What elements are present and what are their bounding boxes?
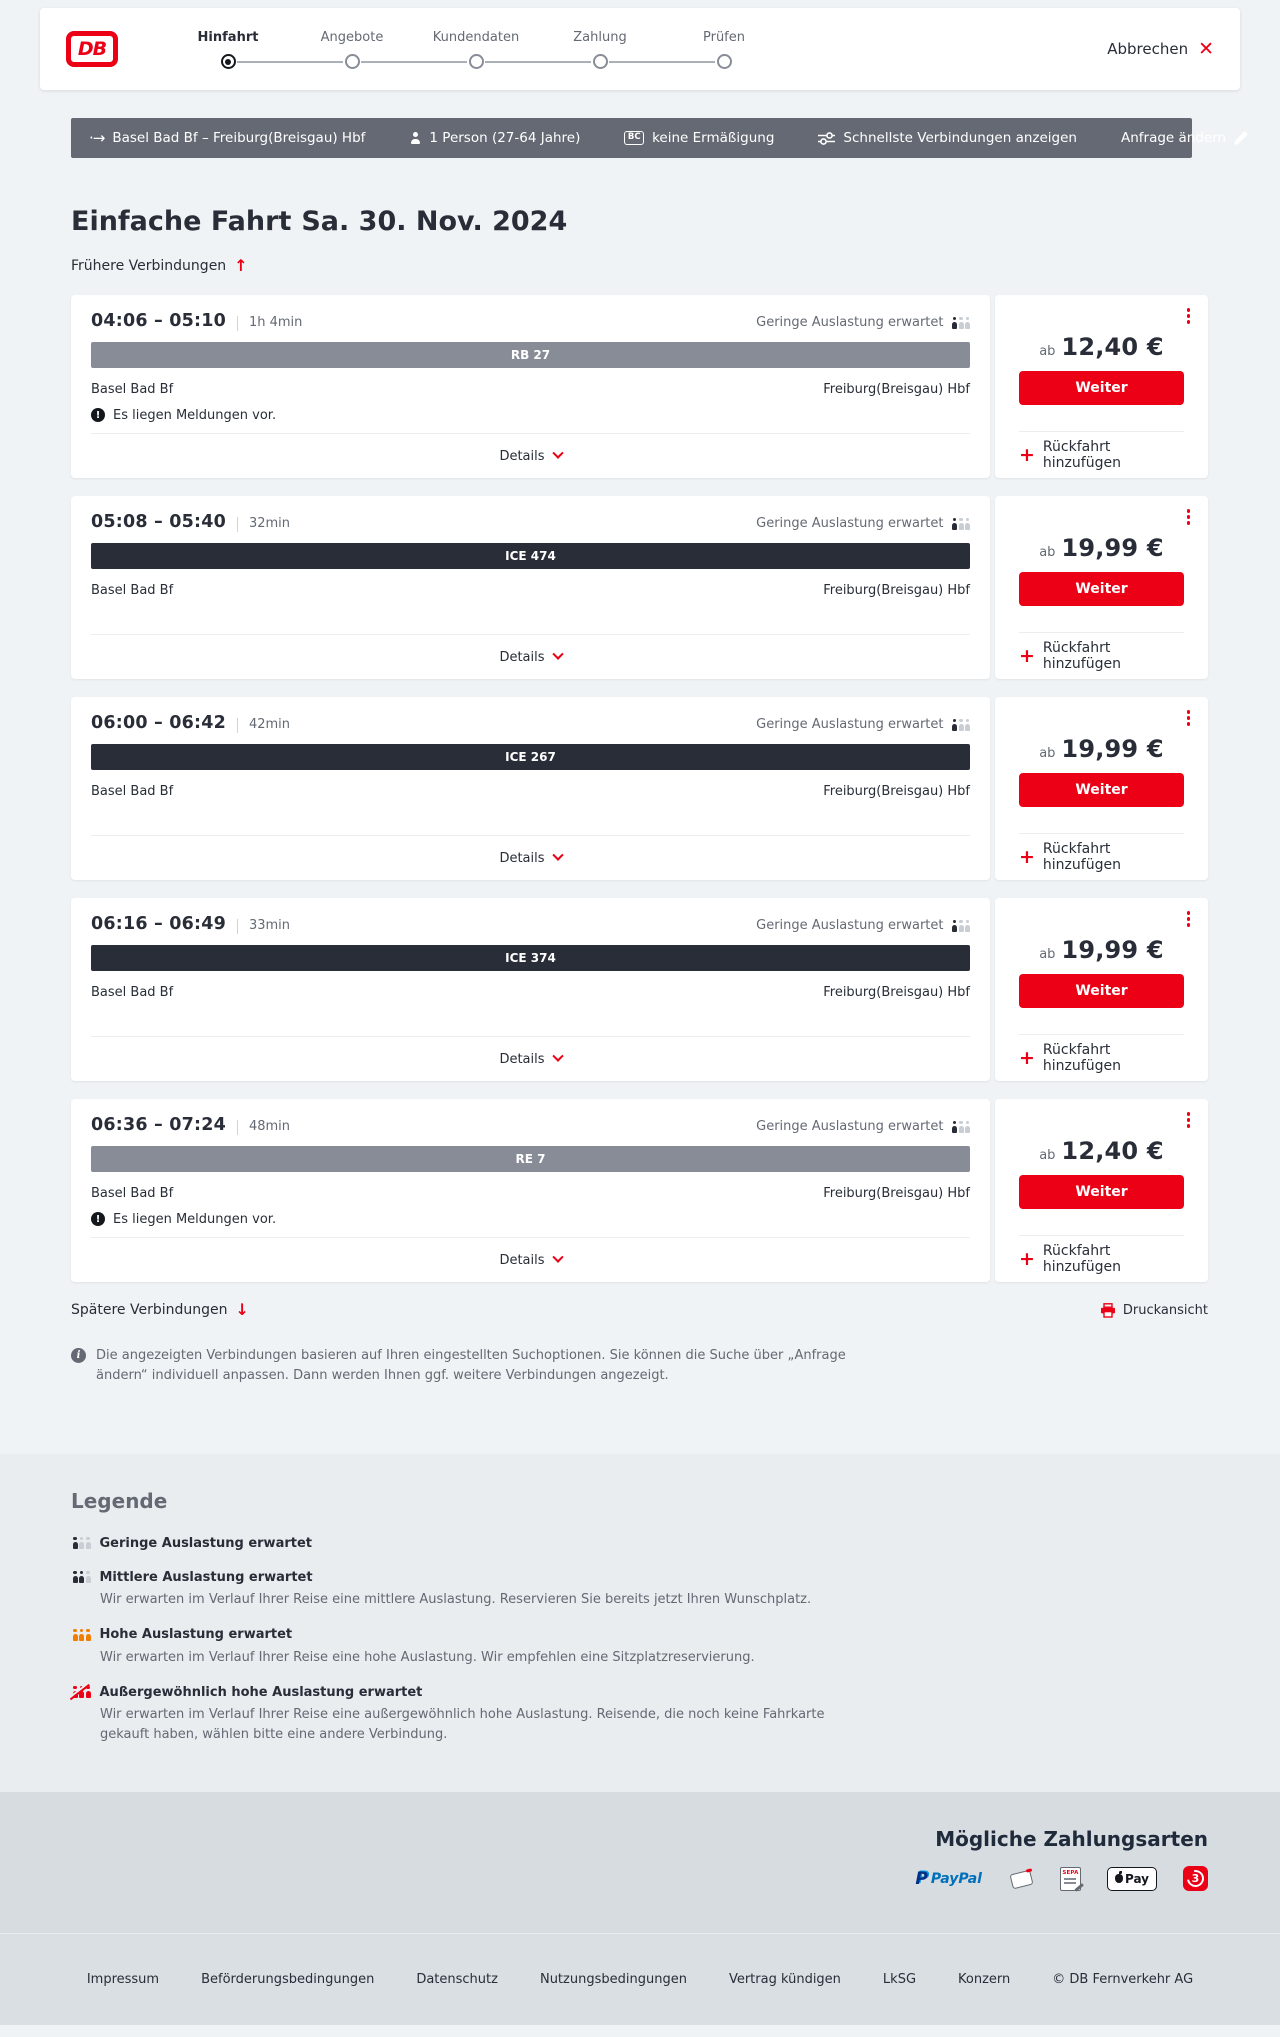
legend-label: Geringe Auslastung erwartet: [99, 1535, 313, 1551]
cancel-label: Abbrechen: [1107, 40, 1189, 58]
connection-duration: 1h 4min: [248, 315, 303, 330]
plus-icon: +: [1019, 845, 1035, 868]
chevron-down-icon: [552, 448, 563, 459]
legend-label: Mittlere Auslastung erwartet: [99, 1569, 313, 1585]
continue-button[interactable]: Weiter: [1019, 572, 1184, 606]
legend-item: [71, 1568, 1208, 1610]
sepa-direct-debit-icon: [1060, 1867, 1081, 1891]
details-label: Details: [499, 1252, 545, 1268]
station-row: [91, 583, 970, 601]
connection-duration: 48min: [248, 1119, 291, 1134]
connection-times: 06:36 – 07:24: [91, 1115, 226, 1135]
price-value: 12,40 €: [1061, 333, 1164, 361]
alert-icon: [91, 408, 105, 422]
connection-duration: 32min: [248, 516, 291, 531]
price-row: [1019, 1137, 1184, 1167]
checkout-step: [166, 29, 290, 69]
footer-link[interactable]: LkSG: [882, 1972, 917, 1987]
copyright-text: © DB Fernverkehr AG: [1052, 1972, 1194, 1987]
details-toggle[interactable]: [91, 1036, 970, 1081]
add-return-label: Rückfahrt hinzufügen: [1042, 1042, 1121, 1074]
occupancy-indicator: [756, 516, 970, 531]
continue-button[interactable]: Weiter: [1019, 1175, 1184, 1209]
price-value: 12,40 €: [1061, 1137, 1164, 1165]
later-connections-label: Spätere Verbindungen: [71, 1302, 228, 1318]
connection-times: 05:08 – 05:40: [91, 512, 226, 532]
bahncard-icon: BC: [624, 131, 644, 144]
details-label: Details: [499, 850, 545, 866]
checkout-step: [414, 29, 538, 69]
continue-button[interactable]: Weiter: [1019, 773, 1184, 807]
plus-icon: +: [1019, 1046, 1035, 1069]
departure-station: Basel Bad Bf: [91, 382, 174, 397]
legend-item: [71, 1534, 1208, 1552]
trip-type: Einfache Fahrt: [71, 206, 292, 237]
connection-details-panel: [71, 1099, 990, 1282]
details-label: Details: [499, 649, 545, 665]
occupancy-label: Geringe Auslastung erwartet: [756, 918, 944, 933]
occupancy-indicator: [756, 918, 970, 933]
add-return-button[interactable]: [1019, 632, 1184, 679]
departure-station: Basel Bad Bf: [91, 583, 174, 598]
occupancy-indicator: [756, 315, 970, 330]
connection-time-row: [91, 311, 970, 335]
checkout-stepper: [166, 29, 786, 69]
add-return-button[interactable]: [1019, 1235, 1184, 1282]
connection-details-panel: [71, 496, 990, 679]
step-label: Hinfahrt: [197, 30, 259, 45]
occupancy-indicator: [756, 717, 970, 732]
price-prefix: ab: [1039, 947, 1056, 962]
legend-item: [71, 1683, 1208, 1744]
printer-icon: [1100, 1303, 1116, 1318]
legend-description: Wir erwarten im Verlauf Ihrer Reise eine hohe Auslastung. Wir empfehlen eine Sitzplatzreservierung.: [100, 1649, 755, 1665]
pencil-icon: [1234, 131, 1248, 145]
results-main: [0, 204, 1280, 1386]
occupancy-icon: [951, 518, 971, 530]
notice-row: [91, 406, 970, 424]
page-footer: [0, 1933, 1280, 2025]
station-row: [91, 784, 970, 802]
train-label: ICE 267: [505, 750, 556, 764]
price-panel: [995, 295, 1208, 478]
checkout-header: [40, 8, 1240, 90]
step-dot-icon: [593, 54, 608, 69]
divider: [237, 1120, 238, 1135]
occupancy-icon: [951, 920, 971, 932]
price-prefix: ab: [1039, 746, 1056, 761]
connection-card: [71, 1099, 1208, 1282]
add-return-button[interactable]: [1019, 833, 1184, 880]
notice-row: [91, 1210, 970, 1228]
station-row: [91, 382, 970, 400]
price-row: [1019, 333, 1184, 363]
step-label: Kundendaten: [432, 30, 520, 45]
connection-time-row: [91, 914, 970, 938]
checkout-step: [662, 29, 786, 69]
step-label: Zahlung: [573, 30, 627, 45]
continue-button[interactable]: Weiter: [1019, 371, 1184, 405]
close-icon: ✕: [1198, 37, 1214, 60]
price-value: 19,99 €: [1061, 534, 1164, 562]
train-label: ICE 474: [505, 549, 556, 563]
info-icon: [71, 1348, 86, 1363]
details-label: Details: [499, 1051, 545, 1067]
details-toggle[interactable]: [91, 433, 970, 478]
more-options-button[interactable]: [1184, 707, 1194, 729]
apple-logo-icon: [1115, 1874, 1123, 1883]
passenger-text: 1 Person (27-64 Jahre): [429, 130, 581, 146]
train-segment-bar[interactable]: [91, 744, 970, 770]
route-text: Basel Bad Bf – Freiburg(Breisgau) Hbf: [112, 130, 366, 146]
occupancy-level-icon: [71, 1571, 91, 1583]
db-logo[interactable]: DB: [66, 31, 118, 67]
price-panel: [995, 898, 1208, 1081]
more-options-button[interactable]: [1184, 1109, 1194, 1131]
connection-details-panel: [71, 697, 990, 880]
route-arrow-icon: ·→: [89, 129, 105, 147]
add-return-label: Rückfahrt hinzufügen: [1042, 1243, 1121, 1275]
price-prefix: ab: [1039, 344, 1056, 359]
train-segment-bar[interactable]: [91, 945, 970, 971]
footer-link[interactable]: Vertrag kündigen: [728, 1972, 841, 1987]
price-value: 19,99 €: [1061, 735, 1164, 763]
alert-icon: [91, 1212, 105, 1226]
departure-station: Basel Bad Bf: [91, 985, 174, 1000]
plus-icon: +: [1019, 644, 1035, 667]
step-label: Angebote: [320, 30, 384, 45]
connection-duration: 42min: [248, 717, 291, 732]
connection-duration: 33min: [248, 918, 291, 933]
legend-label-row: [71, 1568, 1208, 1586]
sepa-wordmark: SEPA: [1062, 1869, 1079, 1876]
price-panel: [995, 1099, 1208, 1282]
search-info-note: [71, 1346, 1208, 1386]
occupancy-level-icon: [71, 1537, 91, 1549]
fastest-connections-label: Schnellste Verbindungen anzeigen: [843, 130, 1077, 146]
footer-link[interactable]: Impressum: [86, 1972, 160, 1987]
change-request-button[interactable]: [1121, 130, 1248, 146]
train-label: ICE 374: [505, 951, 556, 965]
step-dot-icon: [345, 54, 360, 69]
occupancy-level-icon: [71, 1686, 91, 1698]
occupancy-indicator: [756, 1119, 970, 1134]
add-return-label: Rückfahrt hinzufügen: [1042, 640, 1121, 672]
connection-time-row: [91, 512, 970, 536]
paypal-icon: [915, 1869, 982, 1889]
legend-items: [71, 1534, 1208, 1744]
connection-details-panel: [71, 295, 990, 478]
cancel-button[interactable]: [1107, 37, 1214, 60]
divider: [237, 517, 238, 532]
occupancy-icon: [951, 317, 971, 329]
price-panel: [995, 496, 1208, 679]
train-segment-bar[interactable]: [91, 342, 970, 368]
payment-methods-section: [0, 1792, 1280, 1933]
legend-label-row: [71, 1683, 1208, 1701]
details-toggle[interactable]: [91, 1237, 970, 1282]
step-label: Prüfen: [702, 30, 745, 45]
legend-description: Wir erwarten im Verlauf Ihrer Reise eine mittlere Auslastung. Reservieren Sie bereits jetzt Ihren Wunschplatz.: [100, 1592, 812, 1607]
page-title: [71, 204, 1208, 240]
route-summary: [89, 129, 365, 147]
arrival-station: Freiburg(Breisgau) Hbf: [823, 583, 970, 598]
connection-times: 04:06 – 05:10: [91, 311, 226, 331]
connection-card: [71, 697, 1208, 880]
legend-label: Außergewöhnlich hohe Auslastung erwartet: [99, 1684, 423, 1700]
arrival-station: Freiburg(Breisgau) Hbf: [823, 382, 970, 397]
footer-link[interactable]: Nutzungsbedingungen: [539, 1972, 687, 1987]
connection-details-panel: [71, 898, 990, 1081]
price-prefix: ab: [1039, 1148, 1056, 1163]
legend-label-row: [71, 1534, 1208, 1552]
connection-card: [71, 295, 1208, 478]
checkout-step: [538, 29, 662, 69]
later-connections-button[interactable]: [71, 1302, 249, 1318]
notice-text: Es liegen Meldungen vor.: [113, 1211, 277, 1227]
discount-summary: [624, 130, 774, 146]
legend-label-row: [71, 1626, 1208, 1644]
paypal-mark-icon: P: [915, 1868, 928, 1889]
arrow-up-icon: ↑: [234, 256, 248, 275]
later-row: [71, 1300, 1208, 1320]
info-text: Die angezeigten Verbindungen basieren auf Ihren eingestellten Suchoptionen. Sie können die Suche über „Anfrage ändern“ individuell anpassen. Dann werden Ihnen ggf. weitere Verbindungen angezeigt.: [96, 1348, 846, 1383]
change-request-label: Anfrage ändern: [1120, 130, 1227, 146]
details-toggle[interactable]: [91, 835, 970, 880]
chevron-down-icon: [552, 850, 563, 861]
person-icon: [409, 132, 421, 144]
credit-card-icon: [1008, 1869, 1034, 1889]
chevron-down-icon: [552, 649, 563, 660]
legend-description: Wir erwarten im Verlauf Ihrer Reise eine außergewöhnlich hohe Auslastung. Reisende, die noch keine Fahrkarte gekauft haben, wählen bitte eine andere Verbindung.: [100, 1707, 825, 1742]
print-view-label: Druckansicht: [1122, 1302, 1208, 1318]
add-return-label: Rückfahrt hinzufügen: [1042, 439, 1121, 471]
footer-link[interactable]: Datenschutz: [416, 1972, 498, 1987]
arrow-down-icon: ↓: [235, 1300, 249, 1319]
add-return-label: Rückfahrt hinzufügen: [1042, 841, 1121, 873]
legend-item: [71, 1626, 1208, 1668]
legend-section: [0, 1454, 1280, 1792]
price-value: 19,99 €: [1061, 936, 1164, 964]
occupancy-label: Geringe Auslastung erwartet: [756, 315, 944, 330]
price-prefix: ab: [1039, 545, 1056, 560]
details-label: Details: [499, 448, 545, 464]
discount-text: keine Ermäßigung: [652, 130, 775, 146]
connection-time-row: [91, 713, 970, 737]
connection-card: [71, 898, 1208, 1081]
plus-icon: +: [1019, 1247, 1035, 1270]
fastest-connections-toggle[interactable]: [818, 130, 1077, 146]
details-toggle[interactable]: [91, 634, 970, 679]
trip-date: Sa. 30. Nov. 2024: [301, 206, 568, 237]
occupancy-icon: [951, 1121, 971, 1133]
price-row: [1019, 534, 1184, 564]
apple-pay-icon: [1107, 1867, 1157, 1891]
occupancy-level-icon: [71, 1629, 91, 1641]
passenger-summary: [409, 130, 580, 146]
continue-button[interactable]: Weiter: [1019, 974, 1184, 1008]
station-row: [91, 985, 970, 1003]
step-dot-icon: [469, 54, 484, 69]
footer-link[interactable]: Konzern: [958, 1972, 1011, 1987]
paypal-wordmark: PayPal: [930, 1870, 982, 1887]
connection-times: 06:00 – 06:42: [91, 713, 226, 733]
apple-pay-wordmark: Pay: [1124, 1871, 1149, 1886]
plus-icon: +: [1019, 443, 1035, 466]
connection-list: [71, 295, 1208, 1282]
payment-methods-title: Mögliche Zahlungsarten: [935, 1827, 1208, 1851]
departure-station: Basel Bad Bf: [91, 1186, 174, 1201]
installment-number: 3: [1191, 1872, 1200, 1885]
price-row: [1019, 735, 1184, 765]
arrival-station: Freiburg(Breisgau) Hbf: [823, 784, 970, 799]
price-row: [1019, 936, 1184, 966]
occupancy-label: Geringe Auslastung erwartet: [756, 516, 944, 531]
checkout-step: [290, 29, 414, 69]
connection-card: [71, 496, 1208, 679]
arrival-station: Freiburg(Breisgau) Hbf: [823, 985, 970, 1000]
more-options-button[interactable]: [1184, 305, 1194, 327]
sliders-icon: [818, 132, 835, 145]
station-row: [91, 1186, 970, 1204]
train-label: RB 27: [510, 348, 551, 362]
chevron-down-icon: [552, 1252, 563, 1263]
print-view-button[interactable]: [1100, 1303, 1208, 1318]
notice-text: Es liegen Meldungen vor.: [113, 407, 277, 423]
add-return-button[interactable]: [1019, 1034, 1184, 1081]
connection-times: 06:16 – 06:49: [91, 914, 226, 934]
divider: [237, 316, 238, 331]
occupancy-label: Geringe Auslastung erwartet: [756, 717, 944, 732]
legend-title: Legende: [71, 1489, 168, 1513]
divider: [237, 919, 238, 934]
divider: [237, 718, 238, 733]
more-options-button[interactable]: [1184, 908, 1194, 930]
chevron-down-icon: [552, 1051, 563, 1062]
add-return-button[interactable]: [1019, 431, 1184, 478]
more-options-button[interactable]: [1184, 506, 1194, 528]
train-segment-bar[interactable]: [91, 1146, 970, 1172]
step-dot-icon: [221, 54, 236, 69]
train-segment-bar[interactable]: [91, 543, 970, 569]
earlier-connections-button[interactable]: [71, 256, 1208, 276]
arrival-station: Freiburg(Breisgau) Hbf: [823, 1186, 970, 1201]
occupancy-label: Geringe Auslastung erwartet: [756, 1119, 944, 1134]
occupancy-icon: [951, 719, 971, 731]
footer-link[interactable]: Beförderungsbedingungen: [201, 1972, 375, 1987]
train-label: RE 7: [515, 1152, 546, 1166]
earlier-connections-label: Frühere Verbindungen: [71, 258, 227, 274]
connection-time-row: [91, 1115, 970, 1139]
step-dot-icon: [717, 54, 732, 69]
installment-payment-icon: [1183, 1866, 1208, 1891]
departure-station: Basel Bad Bf: [91, 784, 174, 799]
price-panel: [995, 697, 1208, 880]
journey-summary-bar: [71, 118, 1227, 158]
payment-icons-row: [72, 1866, 1208, 1891]
legend-label: Hohe Auslastung erwartet: [99, 1627, 293, 1642]
